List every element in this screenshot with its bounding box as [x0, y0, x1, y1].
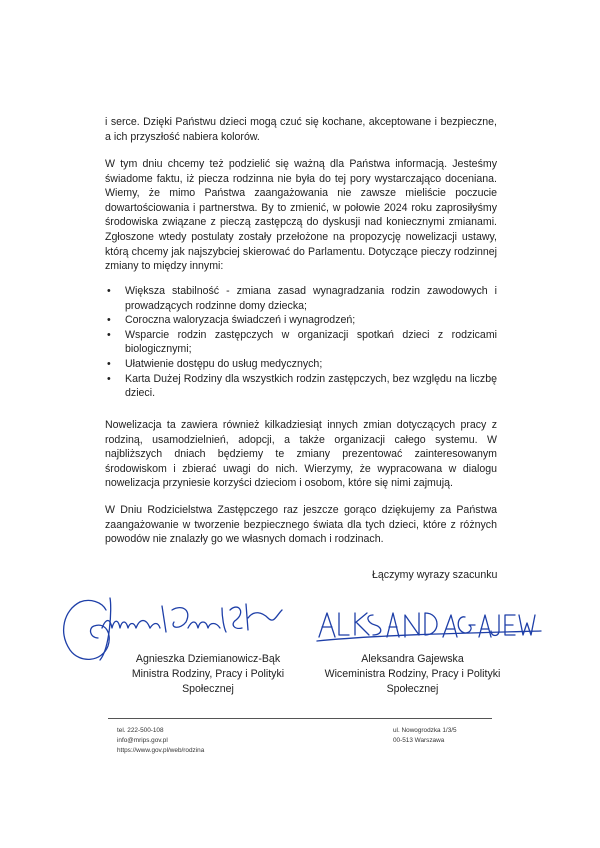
paragraph-gratitude: W Dniu Rodzicielstwa Zastępczego raz jeszcze gorąco dziękujemy za Państwa zaangażowanie w tworzenie bezpiecznego świata dla tych dzieci, które z różnych powodów nie znalazły go we własnych domach i rodzinach. [105, 504, 497, 546]
footer-address-street: ul. Nowogrodzka 1/3/5 [393, 727, 457, 734]
paragraph-amendment: Nowelizacja ta zawiera również kilkadziesiąt innych zmian dotyczących pracy z rodziną, usamodzielnień, adopcji, a także organizacji całego systemu. W najbliższych dniach będziemy te zmiany prezentować zainteresowanym środowiskom i zbierać uwagi do nich. Wierzymy, że wypracowana w dialogu nowelizacja przyniesie korzyści dzieciom i osobom, które się nimi zajmują. [105, 419, 497, 490]
footer-address [393, 726, 457, 746]
list-item: • Karta Dużej Rodziny dla wszystkich rodzin zastępczych, bez względu na liczbę dzieci. [105, 372, 497, 401]
signatory-left-title: Ministra Rodziny, Pracy i Polityki [131, 667, 285, 680]
signatory-right-name: Aleksandra Gajewska [361, 653, 464, 665]
signatory-left-title-cont: Społecznej [182, 682, 234, 695]
signatory-right [300, 652, 525, 696]
footer-divider [108, 718, 492, 719]
footer-email: info@mrips.gov.pl [117, 737, 168, 744]
list-item: • Wsparcie rodzin zastępczych w organizacji spotkań dzieci z rodzicami biologicznymi; [105, 328, 497, 357]
signatory-left-name: Agnieszka Dziemianowicz-Bąk [135, 653, 281, 665]
footer-contact [117, 726, 204, 756]
signatory-right-title-cont: Społecznej [386, 682, 439, 695]
paragraph-thanks: i serce. Dzięki Państwu dzieci mogą czuć się kochane, akceptowane i bezpieczne, a ich przyszłość nabiera kolorów. [105, 116, 497, 143]
changes-list [105, 284, 497, 401]
signatory-right-title: Wiceministra Rodziny, Pracy i Polityki [324, 667, 501, 680]
signature-right-image [315, 605, 545, 645]
footer-address-city: 00-513 Warszawa [393, 737, 445, 744]
paragraph-information: W tym dniu chcemy też podzielić się ważną dla Państwa informacją. Jesteśmy świadome faktu, iż piecza rodzinna nie była do tej pory wystarczająco doceniana. Wiemy, że mimo Państwa zaangażowania nie zawsze mieliście poczucie dowartościowania i partnerstwa. By to zmienić, w połowie 2024 roku zaprosiłyśmy środowiska związane z pieczą zastępczą do dyskusji nad koniecznymi zmianami. Zgłoszone wtedy postulaty zostały przełożone na propozycję nowelizacji ustawy, którą chcemy jak najszybciej skierować do Parlamentu. Dotyczące pieczy rodzinnej zmiany to między innymi: [105, 158, 497, 273]
footer-website: https://www.gov.pl/web/rodzina [117, 747, 205, 754]
list-item: • Ułatwienie dostępu do usług medycznych; [105, 357, 497, 372]
signatory-left [108, 652, 308, 696]
closing-phrase: Łączymy wyrazy szacunku [372, 569, 498, 581]
list-item: • Coroczna waloryzacja świadczeń i wynagrodzeń; [105, 313, 497, 328]
list-item: • Większa stabilność - zmiana zasad wynagradzania rodzin zawodowych i prowadzących rodzinne domy dziecka; [105, 284, 497, 313]
footer-phone: tel. 222-500-108 [117, 727, 164, 734]
